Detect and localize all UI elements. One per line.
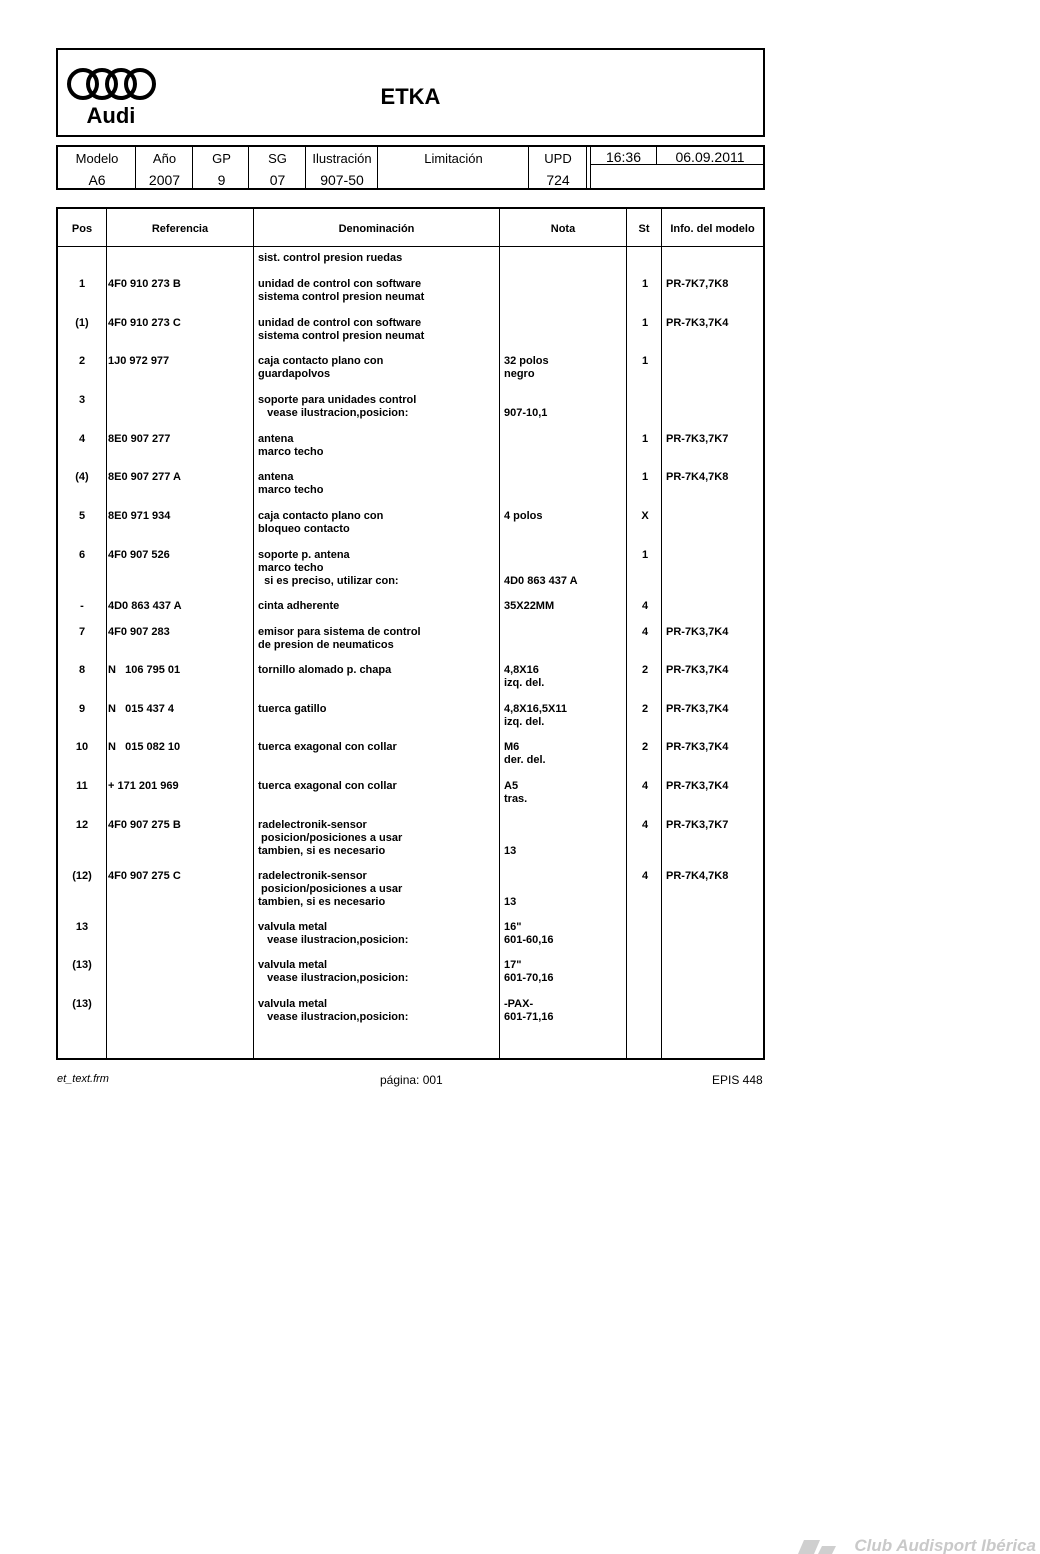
cell-pos: (4) — [75, 471, 89, 483]
cell-referencia: N 015 437 4 — [108, 703, 175, 715]
cell-pos: 9 — [78, 703, 86, 715]
cell-nota: 17" 601-70,16 — [504, 959, 554, 984]
cell-referencia: 4F0 910 273 B — [108, 278, 181, 290]
cell-pos: 8 — [78, 664, 86, 676]
footer-left: et_text.frm — [57, 1073, 109, 1085]
cell-referencia: N 106 795 01 — [108, 664, 181, 676]
cell-referencia: 4F0 907 283 — [108, 626, 170, 638]
cell-denominacion: sist. control presion ruedas — [258, 252, 403, 264]
header-nota: Nota — [550, 223, 576, 235]
cell-referencia: 4F0 907 526 — [108, 549, 170, 561]
cell-denominacion: tuerca exagonal con collar — [258, 741, 397, 753]
cell-nota: -PAX- 601-71,16 — [504, 998, 554, 1023]
cell-st: 1 — [641, 278, 649, 290]
cell-st: 1 — [641, 549, 649, 561]
cell-info-modelo: PR-7K3,7K4 — [666, 780, 729, 792]
cell-denominacion: caja contacto plano con bloqueo contacto — [258, 510, 384, 535]
parts-table — [56, 207, 765, 1060]
info-limitacion: Limitación — [424, 151, 483, 166]
cell-pos: (1) — [75, 317, 89, 329]
cell-st: 4 — [641, 780, 649, 792]
cell-denominacion: tuerca gatillo — [258, 703, 327, 715]
cell-nota: 35X22MM — [504, 600, 555, 612]
cell-denominacion: radelectronik-sensor posicion/posiciones a usar tambien, si es necesario — [258, 819, 403, 857]
cell-nota: A5 tras. — [504, 780, 528, 805]
cell-referencia: N 015 082 10 — [108, 741, 181, 753]
cell-info-modelo: PR-7K3,7K4 — [666, 664, 729, 676]
cell-pos: 2 — [78, 355, 86, 367]
cell-nota: M6 der. del. — [504, 741, 546, 766]
cell-pos: (13) — [72, 998, 92, 1010]
info-upd: UPD 724 — [544, 151, 572, 188]
cell-info-modelo: PR-7K4,7K8 — [666, 471, 729, 483]
cell-nota: 13 — [504, 845, 517, 857]
header-denominacion: Denominación — [338, 223, 415, 235]
header-info-modelo: Info. del modelo — [670, 223, 755, 235]
cell-pos: 10 — [75, 741, 89, 753]
cell-info-modelo: PR-7K7,7K8 — [666, 278, 729, 290]
cell-denominacion: emisor para sistema de control de presion de neumaticos — [258, 626, 421, 651]
cell-referencia: 4F0 907 275 C — [108, 870, 181, 882]
cell-denominacion: valvula metal vease ilustracion,posicion: — [258, 959, 409, 984]
info-ilustracion: Ilustración 907-50 — [312, 151, 372, 188]
header-referencia: Referencia — [151, 223, 209, 235]
cell-st: X — [641, 510, 649, 522]
cell-nota: 13 — [504, 896, 517, 908]
cell-pos: 7 — [78, 626, 86, 638]
watermark — [792, 1538, 1038, 1554]
cell-info-modelo: PR-7K3,7K4 — [666, 626, 729, 638]
cell-pos: 6 — [78, 549, 86, 561]
header-st: St — [638, 223, 650, 235]
cell-info-modelo: PR-7K3,7K7 — [666, 433, 729, 445]
cell-info-modelo: PR-7K3,7K4 — [666, 317, 729, 329]
cell-pos: 4 — [78, 433, 86, 445]
cell-denominacion: tuerca exagonal con collar — [258, 780, 397, 792]
cell-nota: 32 polos negro — [504, 355, 549, 380]
cell-denominacion: unidad de control con software sistema control presion neumat — [258, 278, 425, 303]
cell-st: 2 — [641, 664, 649, 676]
footer-page: página: 001 — [380, 1073, 443, 1087]
cell-denominacion: valvula metal vease ilustracion,posicion: — [258, 921, 409, 946]
cell-referencia: 4D0 863 437 A — [108, 600, 182, 612]
cell-denominacion: soporte p. antena marco techo si es preciso, utilizar con: — [258, 549, 399, 587]
cell-pos: - — [80, 600, 84, 612]
cell-st: 2 — [641, 703, 649, 715]
cell-denominacion: antena marco techo — [258, 433, 324, 458]
cell-nota: 4 polos — [504, 510, 543, 522]
cell-denominacion: caja contacto plano con guardapolvos — [258, 355, 384, 380]
cell-st: 4 — [641, 819, 649, 831]
info-sg: SG 07 — [268, 151, 287, 188]
cell-denominacion: unidad de control con software sistema control presion neumat — [258, 317, 425, 342]
cell-denominacion: radelectronik-sensor posicion/posiciones a usar tambien, si es necesario — [258, 870, 403, 908]
cell-nota: 4,8X16 izq. del. — [504, 664, 545, 689]
header-pos: Pos — [71, 223, 93, 235]
cell-referencia: + 171 201 969 — [108, 780, 179, 792]
info-strip — [56, 145, 765, 190]
cell-referencia: 8E0 907 277 — [108, 433, 171, 445]
info-gp: GP 9 — [212, 151, 231, 188]
cell-info-modelo: PR-7K3,7K4 — [666, 703, 729, 715]
cell-st: 4 — [641, 600, 649, 612]
footer-right: EPIS 448 — [712, 1073, 763, 1087]
cell-denominacion: cinta adherente — [258, 600, 340, 612]
cell-pos: 11 — [76, 780, 88, 792]
cell-denominacion: antena marco techo — [258, 471, 324, 496]
info-date: 06.09.2011 — [675, 149, 745, 165]
info-ano: Año 2007 — [148, 151, 181, 188]
cell-st: 4 — [641, 626, 649, 638]
svg-text:Audi: Audi — [86, 103, 136, 126]
cell-nota: 4D0 863 437 A — [504, 575, 578, 587]
document-header — [56, 48, 765, 137]
cell-pos: 13 — [75, 921, 89, 933]
watermark-logo-icon — [792, 1538, 836, 1554]
cell-nota: 16" 601-60,16 — [504, 921, 554, 946]
cell-st: 1 — [641, 433, 649, 445]
cell-pos: 12 — [75, 819, 89, 831]
cell-pos: (13) — [72, 959, 92, 971]
cell-pos: 3 — [78, 394, 86, 406]
cell-pos: 5 — [78, 510, 86, 522]
info-modelo: Modelo A6 — [75, 151, 119, 188]
cell-st: 2 — [641, 741, 649, 753]
cell-referencia: 4F0 910 273 C — [108, 317, 181, 329]
cell-denominacion: valvula metal vease ilustracion,posicion: — [258, 998, 409, 1023]
cell-referencia: 8E0 907 277 A — [108, 471, 181, 483]
cell-st: 1 — [641, 355, 649, 367]
watermark-title: Club Audisport Ibérica — [854, 1538, 1036, 1554]
cell-info-modelo: PR-7K3,7K7 — [666, 819, 729, 831]
cell-info-modelo: PR-7K3,7K4 — [666, 741, 729, 753]
page-title: ETKA — [380, 84, 441, 109]
cell-info-modelo: PR-7K4,7K8 — [666, 870, 729, 882]
cell-referencia: 1J0 972 977 — [108, 355, 170, 367]
info-time: 16:36 — [605, 149, 642, 165]
cell-pos: (12) — [72, 870, 92, 882]
cell-st: 4 — [641, 870, 649, 882]
cell-denominacion: tornillo alomado p. chapa — [258, 664, 392, 676]
cell-st: 1 — [641, 471, 649, 483]
cell-denominacion: soporte para unidades control vease ilustracion,posicion: — [258, 394, 417, 419]
cell-referencia: 8E0 971 934 — [108, 510, 171, 522]
cell-pos: 1 — [78, 278, 86, 290]
cell-st: 1 — [641, 317, 649, 329]
cell-nota: 4,8X16,5X11 izq. del. — [504, 703, 568, 728]
cell-referencia: 4F0 907 275 B — [108, 819, 181, 831]
cell-nota: 907-10,1 — [504, 407, 548, 419]
